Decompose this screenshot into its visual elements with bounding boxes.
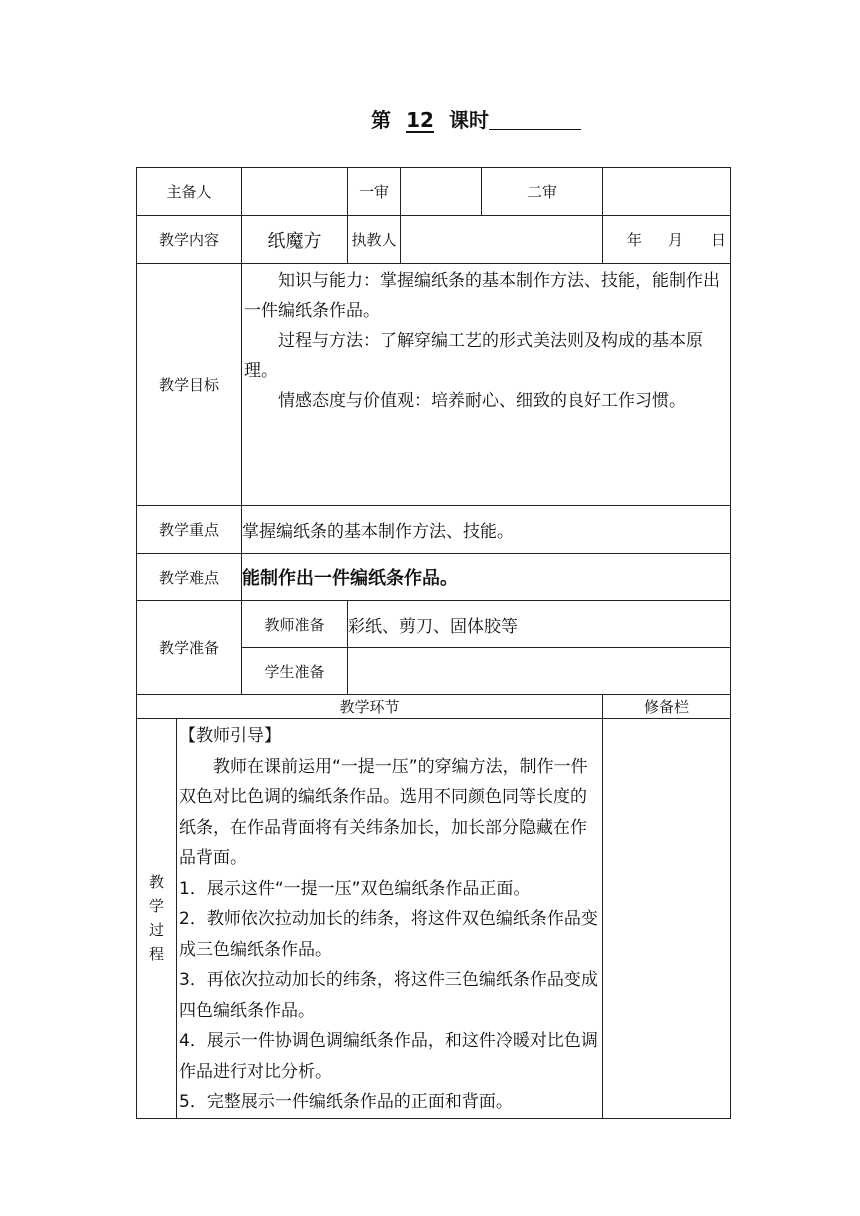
process-label-char: 学 [148, 897, 164, 916]
process-step: 4．展示一件协调色调编纸条作品，和这件冷暖对比色调作品进行对比分析。 [179, 1031, 598, 1082]
student-prep-value[interactable] [348, 648, 731, 695]
page-title [371, 104, 581, 133]
process-row [137, 719, 731, 1119]
teacher-prep-row [137, 601, 731, 648]
notes-value[interactable] [603, 719, 731, 1119]
date-month: 月 [668, 231, 684, 249]
process-label-char: 过 [148, 921, 164, 940]
process-step: 3．再依次拉动加长的纬条，将这件三色编纸条作品变成四色编纸条作品。 [179, 970, 598, 1021]
date-cell [603, 216, 731, 264]
lesson-plan-table [136, 167, 731, 1119]
student-prep-label: 学生准备 [242, 648, 348, 695]
process-label [137, 719, 177, 1119]
key-point-value: 掌握编纸条的基本制作方法、技能。 [242, 506, 731, 554]
difficulty-value: 能制作出一件编纸条作品。 [242, 554, 731, 601]
date-day: 日 [711, 231, 727, 249]
goals-row [137, 264, 731, 506]
goals-content [242, 264, 731, 506]
second-review-label: 二审 [482, 168, 603, 216]
process-heading: 【教师引导】 [179, 726, 281, 746]
date-year: 年 [626, 231, 642, 249]
process-intro: 教师在课前运用“一提一压”的穿编方法，制作一件双色对比色调的编纸条作品。选用不同颜色同等长度的纸条，在作品背面将有关纬条加长，加长部分隐藏在作品背面。 [179, 756, 588, 868]
preparer-label: 主备人 [137, 168, 242, 216]
process-step: 2．教师依次拉动加长的纬条，将这件双色编纸条作品变成三色编纸条作品。 [179, 909, 598, 960]
notes-label: 修备栏 [603, 695, 731, 719]
content-value: 纸魔方 [242, 216, 348, 264]
lesson-number: 12 [406, 108, 434, 132]
teacher-label: 执教人 [348, 216, 401, 264]
process-label-char: 程 [148, 945, 164, 964]
title-suffix: 课时 [449, 108, 489, 132]
process-label-char: 教 [148, 873, 164, 892]
goal-item: 情感态度与价值观：培养耐心、细致的良好工作习惯。 [278, 391, 687, 411]
teacher-prep-label: 教师准备 [242, 601, 348, 648]
first-review-value[interactable] [401, 168, 482, 216]
section-label: 教学环节 [137, 695, 603, 719]
key-point-row [137, 506, 731, 554]
process-step: 1．展示这件“一提一压”双色编纸条作品正面。 [179, 878, 531, 899]
title-blank-line [489, 107, 581, 130]
content-row [137, 216, 731, 264]
key-point-label: 教学重点 [137, 506, 242, 554]
preparation-label: 教学准备 [137, 601, 242, 695]
goal-item: 知识与能力：掌握编纸条的基本制作方法、技能，能制作出一件编纸条作品。 [244, 271, 721, 321]
process-header-row [137, 695, 731, 719]
teacher-value[interactable] [401, 216, 603, 264]
difficulty-label: 教学难点 [137, 554, 242, 601]
difficulty-row [137, 554, 731, 601]
content-label: 教学内容 [137, 216, 242, 264]
goals-label: 教学目标 [137, 264, 242, 506]
teacher-prep-value: 彩纸、剪刀、固体胶等 [348, 601, 731, 648]
process-step: 5．完整展示一件编纸条作品的正面和背面。 [179, 1092, 513, 1112]
first-review-label: 一审 [348, 168, 401, 216]
second-review-value[interactable] [603, 168, 731, 216]
process-content [177, 719, 603, 1119]
goal-item: 过程与方法：了解穿编工艺的形式美法则及构成的基本原理。 [244, 331, 704, 381]
title-prefix: 第 [371, 108, 391, 132]
header-row [137, 168, 731, 216]
preparer-value[interactable] [242, 168, 348, 216]
